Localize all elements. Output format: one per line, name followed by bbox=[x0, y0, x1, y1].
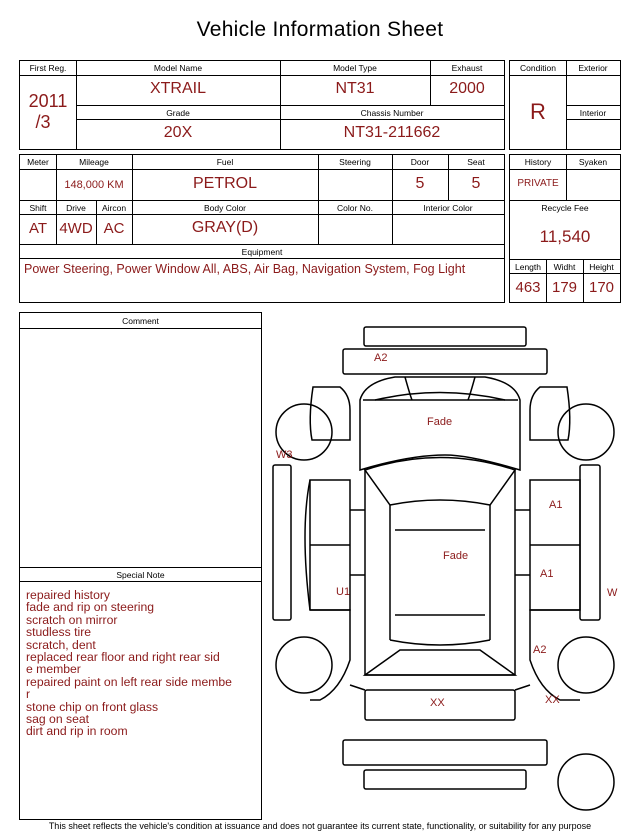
meter-label: Meter bbox=[27, 157, 49, 167]
steering-label: Steering bbox=[339, 157, 371, 167]
list-item: e member bbox=[26, 662, 81, 677]
width-value: 179 bbox=[551, 279, 578, 296]
exterior-label: Exterior bbox=[578, 63, 608, 73]
mark-right-rear-door: A1 bbox=[540, 568, 554, 580]
special-note-list bbox=[26, 589, 258, 738]
condition-label: Condition bbox=[520, 63, 556, 73]
condition-table bbox=[509, 60, 621, 150]
model-name-value: XTRAIL bbox=[149, 80, 206, 97]
mark-right-side: W bbox=[607, 587, 618, 599]
list-item: repaired history bbox=[26, 588, 110, 602]
aircon-label: Aircon bbox=[101, 203, 127, 213]
list-item: dirt and rip in room bbox=[26, 724, 128, 739]
mark-left-front-fender: W3 bbox=[276, 449, 293, 461]
shift-label: Shift bbox=[29, 203, 47, 213]
height-label: Height bbox=[589, 262, 614, 272]
door-value: 5 bbox=[415, 175, 425, 192]
interior-label: Interior bbox=[579, 108, 607, 118]
model-name-label: Model Name bbox=[153, 63, 203, 73]
list-item: scratch, dent bbox=[26, 637, 96, 652]
first-reg-month: /3 bbox=[35, 112, 51, 132]
recycle-fee-value: 11,540 bbox=[539, 227, 591, 246]
mark-right-rear-quarter: A2 bbox=[533, 644, 547, 656]
mark-front-bumper: A2 bbox=[374, 352, 388, 364]
history-label: History bbox=[524, 157, 552, 167]
mark-tailgate: XX bbox=[430, 697, 445, 709]
sheet-title: Vehicle Information Sheet bbox=[196, 18, 444, 41]
model-type-value: NT31 bbox=[335, 80, 375, 97]
drive-value: 4WD bbox=[59, 220, 93, 237]
list-item: r bbox=[26, 687, 31, 702]
exhaust-value: 2000 bbox=[449, 80, 485, 97]
list-item: sag on seat bbox=[26, 712, 90, 727]
recycle-fee-label: Recycle Fee bbox=[541, 203, 589, 213]
fuel-value: PETROL bbox=[192, 175, 257, 192]
model-type-label: Model Type bbox=[333, 63, 377, 73]
mark-right-rear-corner: XX bbox=[545, 694, 560, 706]
first-reg-year: 2011 bbox=[28, 91, 68, 111]
equipment-value: Power Steering, Power Window All, ABS, Air Bag, Navigation System, Fog Light bbox=[24, 262, 466, 276]
grade-value: 20X bbox=[163, 124, 193, 141]
length-label: Length bbox=[515, 262, 541, 272]
top-info-table bbox=[19, 60, 505, 150]
color-no-label: Color No. bbox=[337, 203, 373, 213]
equipment-label: Equipment bbox=[241, 247, 283, 257]
width-label: Widht bbox=[553, 262, 576, 272]
grade-label: Grade bbox=[166, 108, 190, 118]
body-color-label: Body Color bbox=[203, 203, 247, 213]
fuel-label: Fuel bbox=[216, 157, 234, 167]
first-reg-label: First Reg. bbox=[29, 63, 67, 73]
height-value: 170 bbox=[588, 279, 615, 296]
list-item: repaired paint on left rear side membe bbox=[26, 674, 232, 689]
comment-panel bbox=[19, 312, 262, 820]
vehicle-spec-table bbox=[19, 154, 505, 303]
history-table bbox=[509, 154, 621, 303]
comment-label: Comment bbox=[122, 316, 159, 326]
syaken-label: Syaken bbox=[578, 157, 608, 167]
list-item: stone chip on front glass bbox=[26, 699, 159, 714]
mark-left-rear-quarter: U1 bbox=[336, 586, 351, 598]
list-item: fade and rip on steering bbox=[26, 600, 155, 615]
condition-value: R bbox=[530, 99, 546, 124]
special-note-label: Special Note bbox=[116, 570, 165, 580]
body-color-value: GRAY(D) bbox=[191, 219, 259, 236]
mileage-value: 148,000 KM bbox=[64, 179, 124, 191]
length-value: 463 bbox=[515, 279, 541, 296]
list-item: replaced rear floor and right rear sid bbox=[26, 650, 220, 665]
aircon-value: AC bbox=[103, 220, 125, 237]
mark-right-front-door: A1 bbox=[549, 499, 563, 511]
chassis-label: Chassis Number bbox=[360, 108, 424, 118]
chassis-value: NT31-211662 bbox=[343, 124, 441, 141]
disclaimer-footer: This sheet reflects the vehicle's condition at issuance and does not guarantee its current state, functionality, or suitability for any purpose bbox=[48, 821, 592, 831]
seat-value: 5 bbox=[471, 175, 481, 192]
car-damage-diagram bbox=[270, 322, 640, 817]
drive-label: Drive bbox=[66, 203, 86, 213]
seat-label: Seat bbox=[467, 157, 485, 167]
shift-value: AT bbox=[28, 220, 48, 237]
door-label: Door bbox=[410, 157, 430, 167]
history-value: PRIVATE bbox=[517, 178, 559, 189]
mark-roof: Fade bbox=[443, 550, 469, 562]
mileage-label: Mileage bbox=[79, 157, 109, 167]
interior-color-label: Interior Color bbox=[423, 203, 473, 213]
exhaust-label: Exhaust bbox=[451, 63, 483, 73]
mark-hood: Fade bbox=[427, 416, 453, 428]
list-item: studless tire bbox=[26, 625, 92, 640]
list-item: scratch on mirror bbox=[26, 612, 118, 627]
car-outline bbox=[273, 327, 614, 810]
